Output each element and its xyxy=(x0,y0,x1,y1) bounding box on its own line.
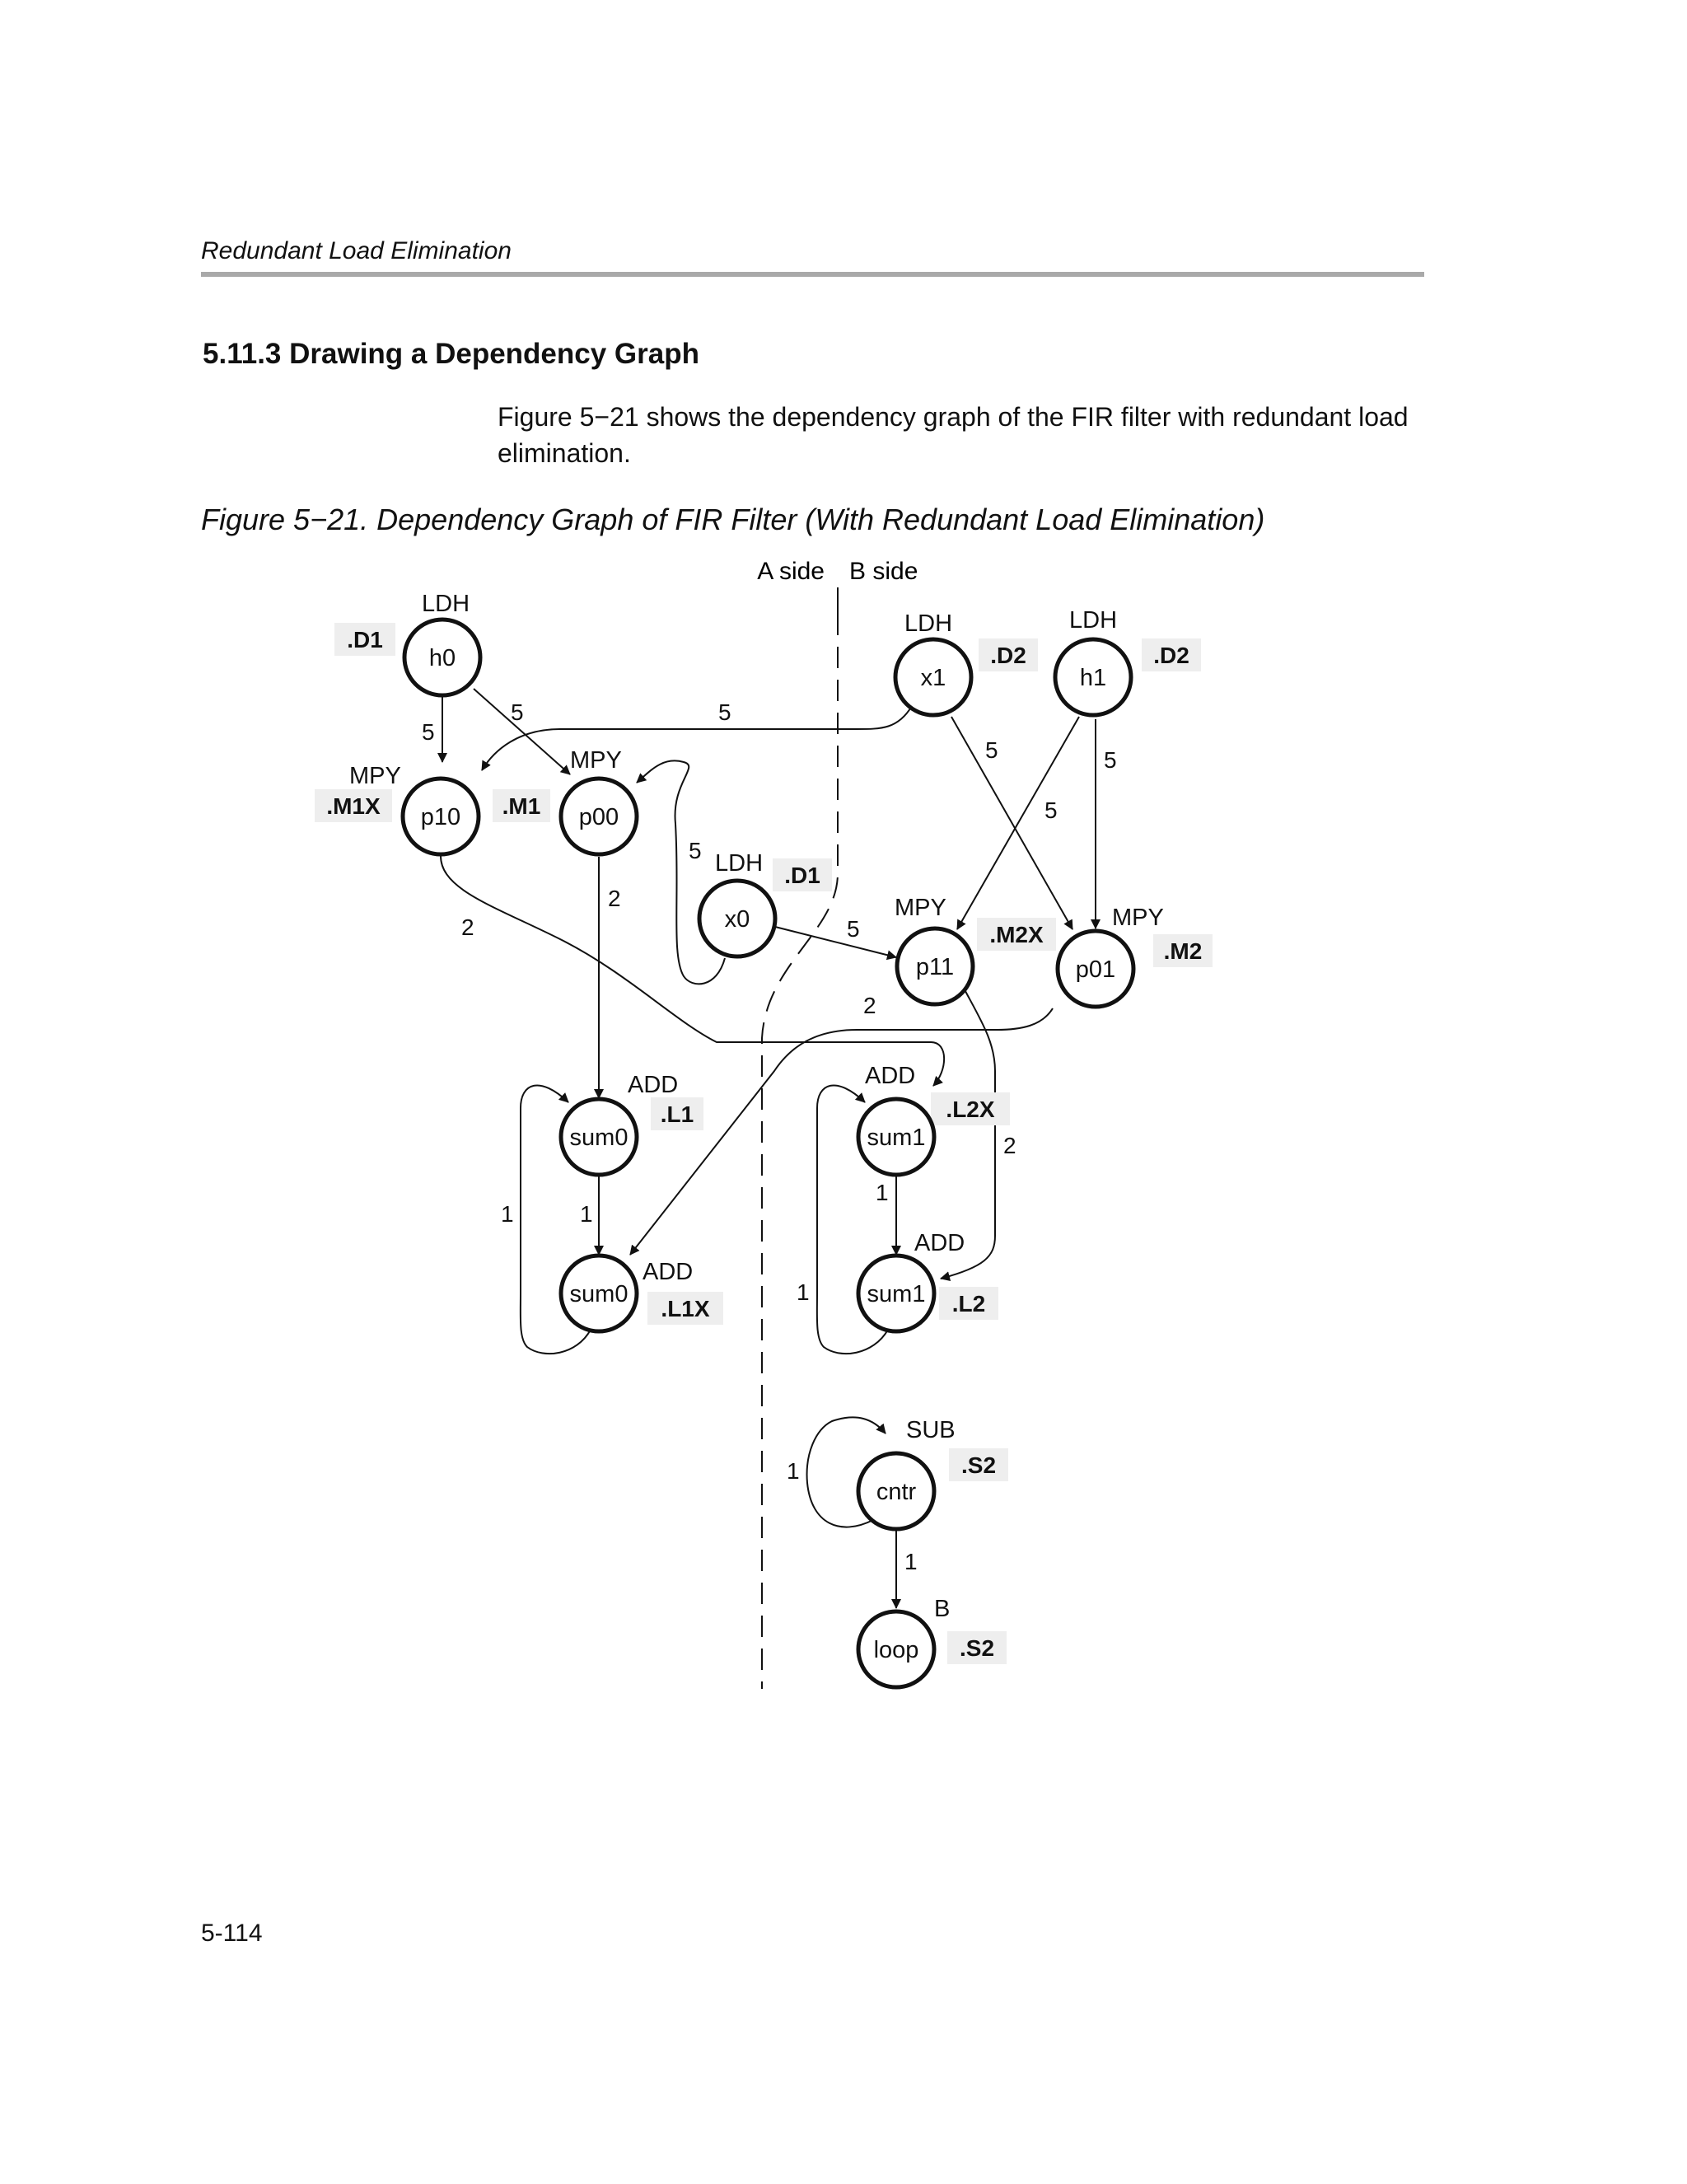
unit-label-sum1-bot: .L2 xyxy=(951,1291,986,1316)
op-label-sum1-bot: ADD xyxy=(914,1230,965,1256)
op-label-loop: B xyxy=(934,1596,951,1622)
edge-weight-p01-sum0: 2 xyxy=(863,993,876,1018)
edge-weight-h1-p01: 5 xyxy=(1104,747,1117,773)
unit-label-sum1-top: .L2X xyxy=(946,1097,995,1122)
figure-caption: Figure 5−21. Dependency Graph of FIR Filter (With Redundant Load Elimination) xyxy=(201,503,1265,536)
page-number: 5-114 xyxy=(201,1920,263,1947)
node-name-h0: h0 xyxy=(428,645,456,671)
op-label-sum0-bot: ADD xyxy=(643,1259,694,1285)
op-label-cntr: SUB xyxy=(906,1417,956,1443)
edge-p10-sum1 xyxy=(441,856,944,1086)
edge-weight-sum0-self: 1 xyxy=(501,1201,514,1227)
running-head: Redundant Load Elimination xyxy=(201,237,512,264)
edge-x1-p01 xyxy=(951,717,1072,929)
node-name-x0: x0 xyxy=(724,906,750,933)
side-a-label: A side xyxy=(757,558,825,585)
unit-label-h0: .D1 xyxy=(347,627,383,652)
edge-weight-cntr-loop: 1 xyxy=(904,1549,918,1574)
edge-weight-x1-p01: 5 xyxy=(985,737,998,763)
node-name-sum0-bot: sum0 xyxy=(569,1281,629,1307)
edge-x0-p11 xyxy=(775,927,896,957)
unit-label-p01: .M2 xyxy=(1163,938,1203,964)
unit-label-x1: .D2 xyxy=(990,643,1026,668)
op-label-p01: MPY xyxy=(1112,905,1164,931)
op-label-x0: LDH xyxy=(715,850,764,877)
edge-weight-h0-p00: 5 xyxy=(511,699,524,725)
op-label-h0: LDH xyxy=(422,591,470,617)
edge-weight-x0-p00: 5 xyxy=(689,838,702,863)
node-name-x1: x1 xyxy=(920,665,946,691)
op-label-p00: MPY xyxy=(570,747,622,774)
op-label-h1: LDH xyxy=(1069,607,1118,634)
edge-weight-p00-sum0: 2 xyxy=(608,886,621,911)
node-name-p11: p11 xyxy=(915,954,955,980)
unit-label-cntr: .S2 xyxy=(960,1452,997,1478)
section-title: 5.11.3 Drawing a Dependency Graph xyxy=(203,338,699,370)
unit-label-h1: .D2 xyxy=(1153,643,1189,668)
op-label-p10: MPY xyxy=(349,763,401,789)
edge-weight-sum1-chain: 1 xyxy=(876,1180,889,1205)
edge-weight-cntr-self: 1 xyxy=(787,1458,800,1484)
edge-weight-x0-p11: 5 xyxy=(847,916,860,942)
op-label-sum0-top: ADD xyxy=(628,1072,679,1098)
unit-label-p11: .M2X xyxy=(989,922,1044,947)
node-name-p10: p10 xyxy=(420,804,461,830)
unit-label-p00: .M1 xyxy=(502,793,541,819)
node-name-p00: p00 xyxy=(578,804,619,830)
edge-h1-p11 xyxy=(957,717,1079,929)
side-divider xyxy=(762,587,838,1689)
edge-weight-x1-p10: 5 xyxy=(718,699,731,725)
edge-weight-h1-p11: 5 xyxy=(1044,797,1058,823)
op-label-x1: LDH xyxy=(904,610,953,637)
op-label-sum1-top: ADD xyxy=(865,1063,916,1089)
edge-weight-sum0-chain: 1 xyxy=(580,1201,593,1227)
node-name-sum1-top: sum1 xyxy=(867,1125,926,1151)
op-label-p11: MPY xyxy=(895,895,946,921)
unit-label-loop: .S2 xyxy=(959,1635,995,1661)
edge-weight-p10-sum1: 2 xyxy=(461,914,474,940)
edge-weight-p11-sum1: 2 xyxy=(1003,1133,1016,1158)
edge-x0-p00 xyxy=(637,760,725,984)
side-b-label: B side xyxy=(849,558,918,585)
unit-label-p10: .M1X xyxy=(326,793,381,819)
edge-weight-h0-p10: 5 xyxy=(422,719,435,745)
node-name-loop: loop xyxy=(873,1637,919,1663)
unit-label-x0: .D1 xyxy=(784,863,820,888)
node-name-sum0-top: sum0 xyxy=(569,1125,629,1151)
edge-weight-sum1-self: 1 xyxy=(797,1279,810,1305)
node-name-cntr: cntr xyxy=(876,1479,917,1505)
body-paragraph: Figure 5−21 shows the dependency graph of the FIR filter with redundant load elimination. xyxy=(498,402,1409,468)
node-name-sum1-bot: sum1 xyxy=(867,1281,926,1307)
unit-label-sum0-bot: .L1X xyxy=(661,1296,710,1321)
unit-label-sum0-top: .L1 xyxy=(660,1101,694,1127)
edge-p01-sum0 xyxy=(630,1008,1053,1255)
node-name-h1: h1 xyxy=(1079,665,1107,691)
edge-x1-p10 xyxy=(482,706,912,770)
node-name-p01: p01 xyxy=(1075,956,1116,983)
